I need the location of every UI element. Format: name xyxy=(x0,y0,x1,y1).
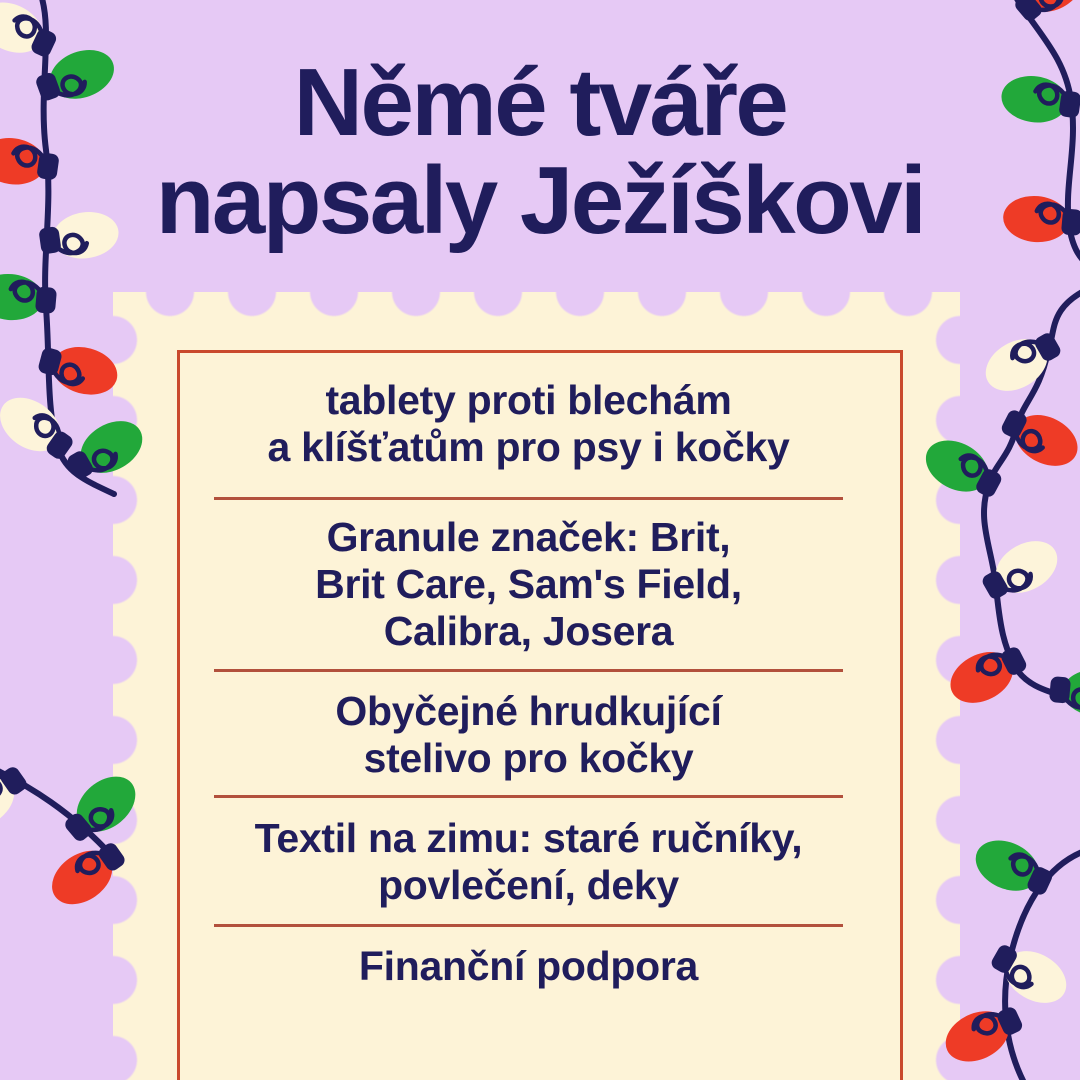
wishlist-item-line: tablety proti blechám xyxy=(325,377,732,423)
light-string-wire xyxy=(0,766,113,857)
christmas-light-bulb-icon xyxy=(984,934,1075,1013)
stamp-scallop-right-edge xyxy=(933,292,960,1080)
light-string-wire xyxy=(984,286,1080,704)
wishlist-item xyxy=(214,497,843,669)
christmas-light-bulb-icon xyxy=(1048,666,1080,719)
wishlist-item xyxy=(214,353,843,497)
wishlist-item-line: Obyčejné hrudkující xyxy=(335,688,722,734)
wishlist-item-line: a klíšťatům pro psy i kočky xyxy=(267,424,790,470)
stamp-scallop-left-edge xyxy=(113,292,140,1080)
poster-title xyxy=(0,49,1080,254)
wishlist xyxy=(180,353,900,990)
wishlist-frame xyxy=(177,350,903,1080)
wishlist-item-line: Finanční podpora xyxy=(358,943,699,989)
wishlist-item-line: Brit Care, Sam's Field, xyxy=(315,561,742,607)
christmas-light-bulb-icon xyxy=(0,387,81,470)
christmas-light-bulb-icon xyxy=(0,271,58,324)
christmas-light-bulb-icon xyxy=(0,756,35,839)
stamp-panel xyxy=(113,292,960,1080)
wishlist-item-line: stelivo pro kočky xyxy=(363,735,694,781)
christmas-light-bulb-icon xyxy=(34,337,122,402)
christmas-light-bulb-icon xyxy=(968,831,1059,906)
christmas-light-bulb-icon xyxy=(1006,0,1080,31)
wishlist-item-line: Textil na zimu: staré ručníky, xyxy=(254,815,803,861)
light-string-wire xyxy=(1005,848,1080,1080)
christmas-light-bulb-icon xyxy=(976,322,1067,401)
christmas-light-bulb-icon xyxy=(995,399,1080,476)
wishlist-item-line: Calibra, Josera xyxy=(383,608,674,654)
wishlist-item xyxy=(214,924,843,990)
stamp-scallop-top-edge xyxy=(113,292,960,319)
wishlist-item xyxy=(214,795,843,924)
wishlist-item xyxy=(214,669,843,795)
wishlist-item-line: Granule značek: Brit, xyxy=(326,514,731,560)
poster-title-line: napsaly Ježíškovi xyxy=(155,147,925,254)
poster-title-line: Němé tváře xyxy=(293,49,787,156)
christmas-light-bulb-icon xyxy=(975,531,1066,610)
wishlist-item-line: povlečení, deky xyxy=(378,862,679,908)
